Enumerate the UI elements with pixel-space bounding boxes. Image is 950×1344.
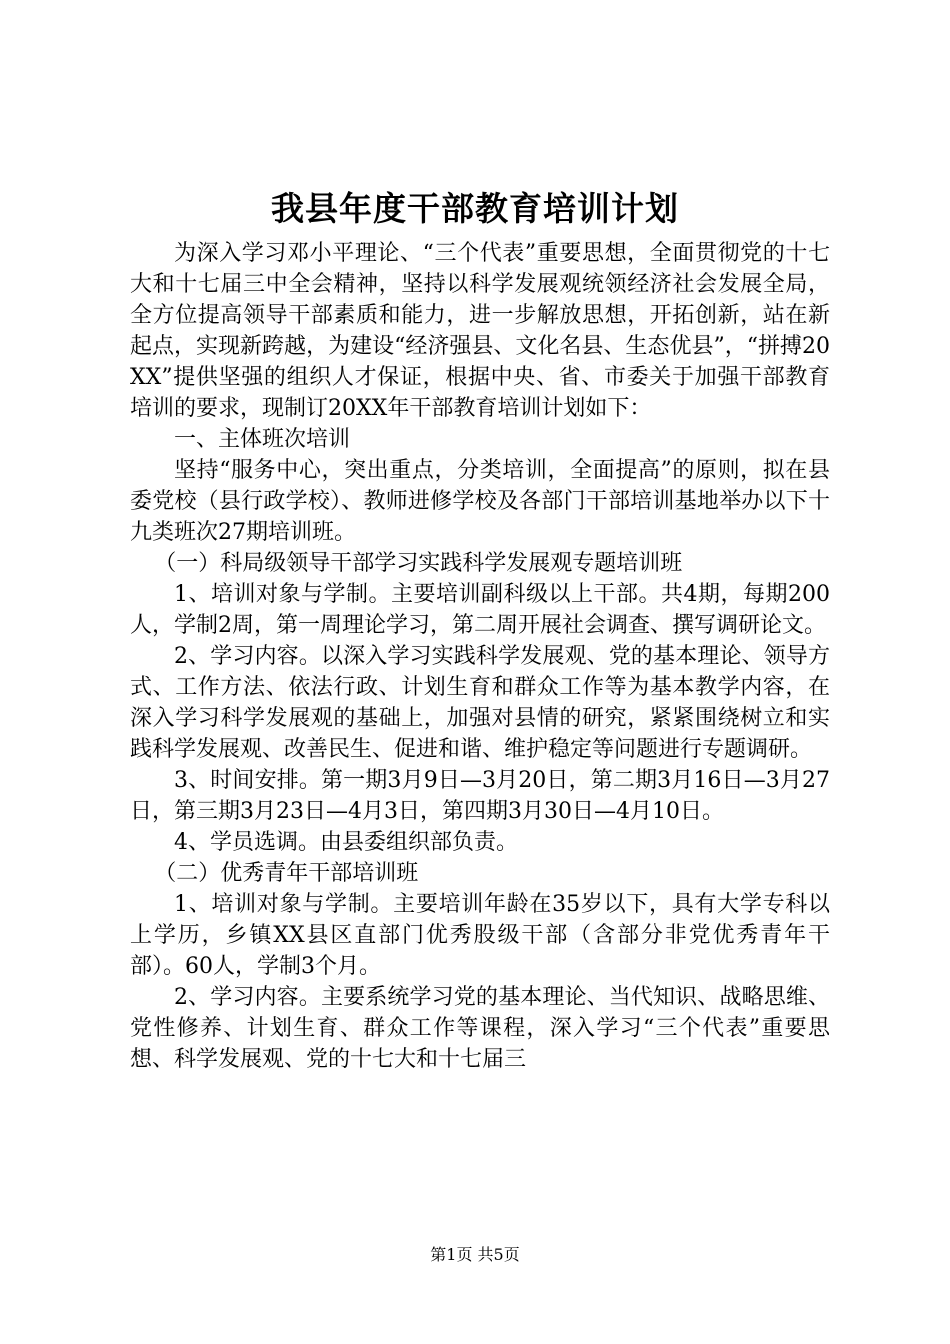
- subsection-heading-2: （二）优秀青年干部培训班: [154, 861, 419, 886]
- paragraph-intro: 为深入学习邓小平理论、“三个代表”重要思想，全面贯彻党的十七大和十七届三中全会精神，坚持以科学发展观统领经济社会发展全局，全方位提高领导干部素质和能力，进一步解放思想，开拓创新，站在新起点，实现新跨越，为建设“经济强县、文化名县、生态优县”，“拼搏20XX”提供坚强的组织人才保证，根据中央、省、市委关于加强干部教育培训的要求，现制订20XX年干部教育培训计划如下：: [130, 241, 830, 421]
- paragraph-2-1: 1、培训对象与学制。主要培训年龄在35岁以下，具有大学专科以上学历，乡镇XX县区直部门优秀股级干部（含部分非党优秀青年干部）。60人，学制3个月。: [130, 892, 830, 979]
- paragraph-principle: 坚持“服务中心，突出重点，分类培训，全面提高”的原则，拟在县委党校（县行政学校）、教师进修学校及各部门干部培训基地举办以下十九类班次27期培训班。: [130, 458, 830, 545]
- paragraph-1-3: 3、时间安排。第一期3月9日—3月20日，第二期3月16日—3月27日，第三期3月23日—4月3日，第四期3月30日—4月10日。: [130, 768, 830, 824]
- paragraph-1-1: 1、培训对象与学制。主要培训副科级以上干部。共4期，每期200人，学制2周，第一周理论学习，第二周开展社会调查、撰写调研论文。: [130, 582, 830, 638]
- paragraph-1-2: 2、学习内容。以深入学习实践科学发展观、党的基本理论、领导方式、工作方法、依法行政、计划生育和群众工作等为基本教学内容，在深入学习科学发展观的基础上，加强对县情的研究，紧紧围绕树立和实践科学发展观、改善民生、促进和谐、维护稳定等问题进行专题调研。: [130, 644, 830, 762]
- document-title: 我县年度干部教育培训计划: [271, 189, 679, 228]
- paragraph-1-4: 4、学员选调。由县委组织部负责。: [174, 830, 518, 855]
- page-footer: 第1页 共5页: [430, 1245, 520, 1264]
- paragraph-2-2: 2、学习内容。主要系统学习党的基本理论、当代知识、战略思维、党性修养、计划生育、群众工作等课程，深入学习“三个代表”重要思想、科学发展观、党的十七大和十七届三: [130, 985, 830, 1072]
- section-heading-main-classes: 一、主体班次培训: [174, 427, 351, 452]
- subsection-heading-1: （一）科局级领导干部学习实践科学发展观专题培训班: [154, 551, 683, 576]
- document-body: [130, 238, 830, 1075]
